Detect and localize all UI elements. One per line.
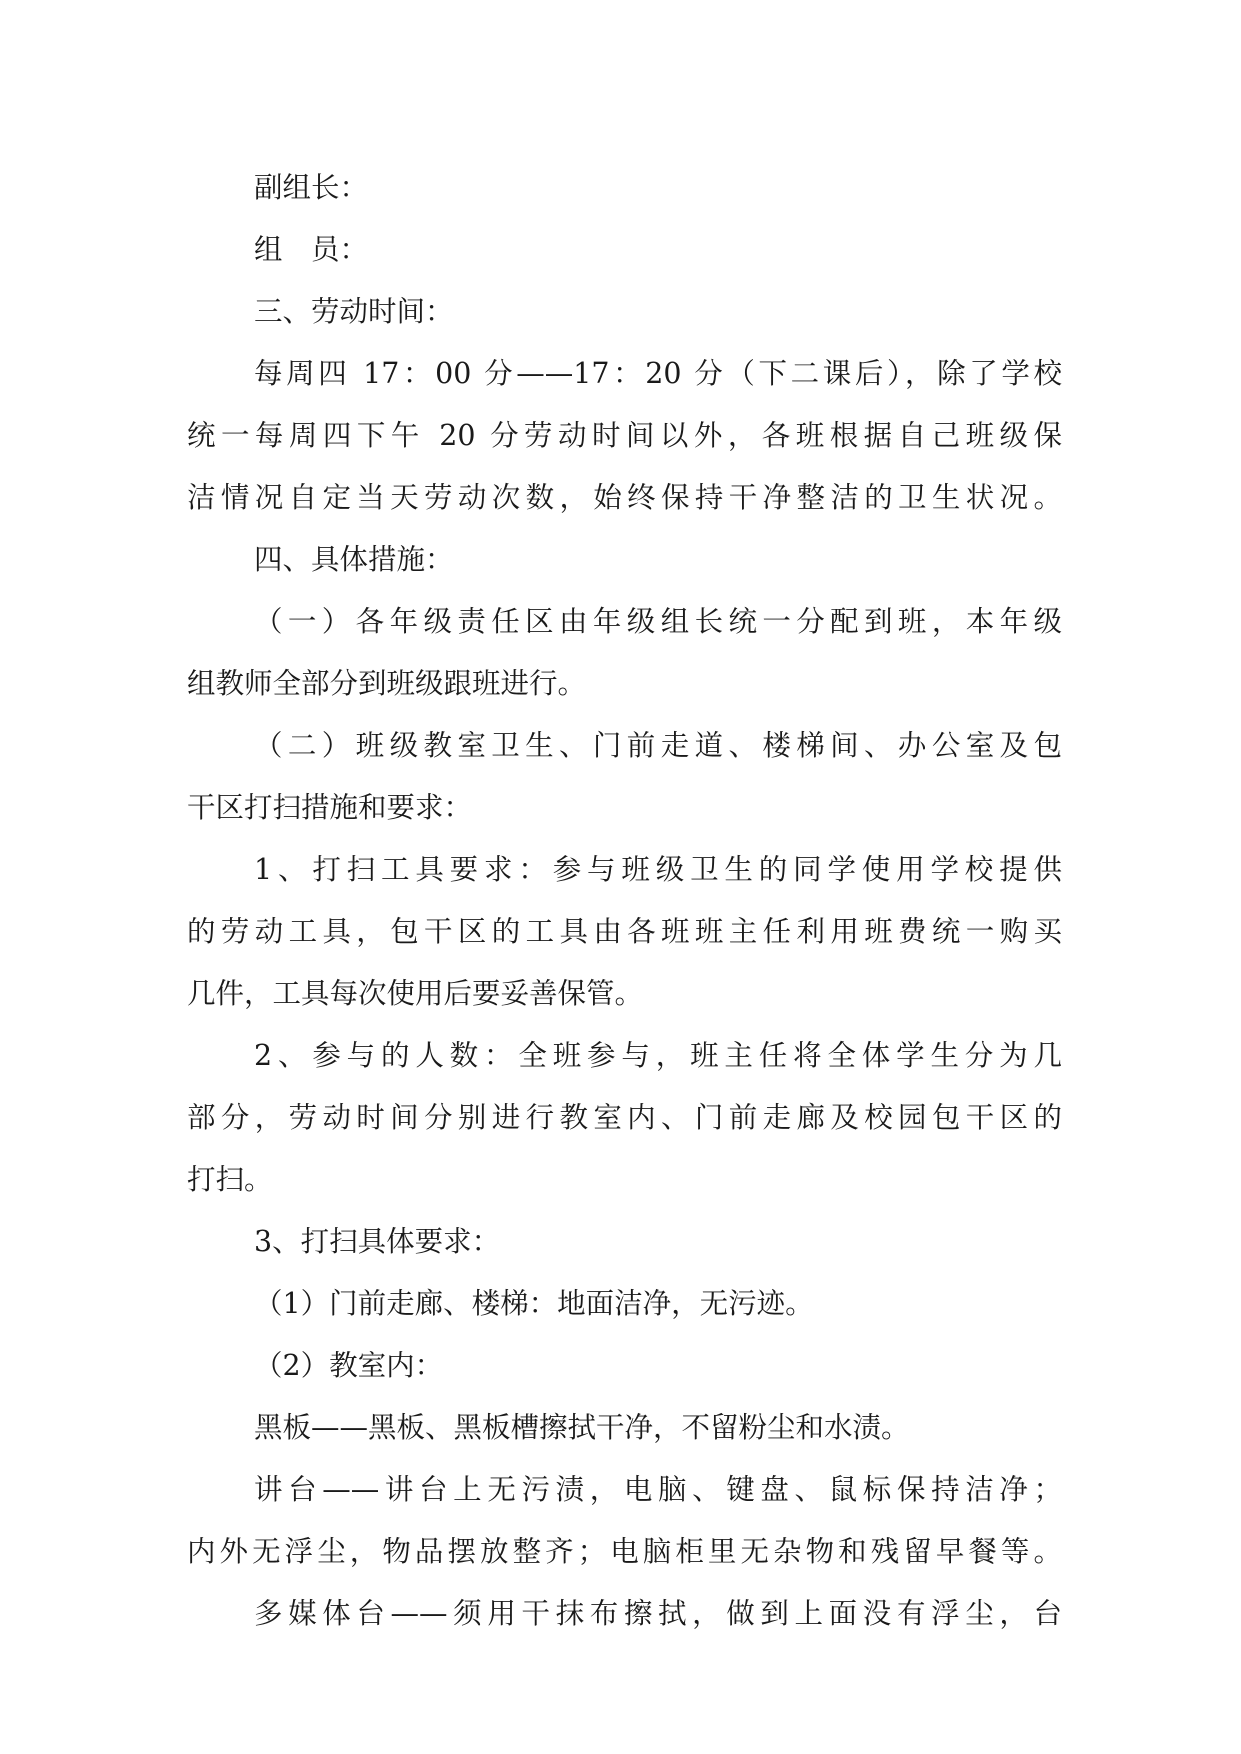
text-line: 组 员： bbox=[254, 233, 369, 266]
text-line: 统一每周四下午 20 分劳动时间以外，各班根据自己班级保 bbox=[187, 419, 1062, 452]
text-line: 组教师全部分到班级跟班进行。 bbox=[187, 667, 587, 700]
text-line: 1、打扫工具要求：参与班级卫生的同学使用学校提供 bbox=[254, 853, 1062, 886]
text-line: 部分，劳动时间分别进行教室内、门前走廊及校园包干区的 bbox=[187, 1101, 1062, 1134]
text-line: 三、劳动时间： bbox=[254, 295, 454, 328]
text-line: （二）班级教室卫生、门前走道、楼梯间、办公室及包 bbox=[254, 729, 1062, 762]
text-line: （一）各年级责任区由年级组长统一分配到班，本年级 bbox=[254, 605, 1062, 638]
document-body bbox=[187, 157, 1062, 1645]
text-line: 几件，工具每次使用后要妥善保管。 bbox=[187, 977, 644, 1010]
text-line: 打扫。 bbox=[187, 1163, 273, 1196]
text-line: 3、打扫具体要求： bbox=[254, 1225, 501, 1258]
text-line: 多媒体台——须用干抹布擦拭，做到上面没有浮尘，台 bbox=[254, 1597, 1062, 1630]
text-line: 四、具体措施： bbox=[254, 543, 454, 576]
text-line: （2）教室内： bbox=[254, 1349, 444, 1382]
text-line: 2、参与的人数：全班参与，班主任将全体学生分为几 bbox=[254, 1039, 1062, 1072]
text-line: （1）门前走廊、楼梯：地面洁净，无污迹。 bbox=[254, 1287, 814, 1320]
text-line: 黑板——黑板、黑板槽擦拭干净，不留粉尘和水渍。 bbox=[254, 1411, 910, 1444]
text-line: 内外无浮尘，物品摆放整齐；电脑柜里无杂物和残留早餐等。 bbox=[187, 1535, 1062, 1568]
text-line: 副组长： bbox=[254, 171, 369, 204]
text-line: 洁情况自定当天劳动次数，始终保持干净整洁的卫生状况。 bbox=[187, 481, 1062, 514]
text-line: 讲台——讲台上无污渍，电脑、键盘、鼠标保持洁净； bbox=[254, 1473, 1062, 1506]
text-line: 干区打扫措施和要求： bbox=[187, 791, 473, 824]
text-line: 的劳动工具，包干区的工具由各班班主任利用班费统一购买 bbox=[187, 915, 1062, 948]
text-line: 每周四 17：00 分——17：20 分（下二课后），除了学校 bbox=[254, 357, 1062, 390]
